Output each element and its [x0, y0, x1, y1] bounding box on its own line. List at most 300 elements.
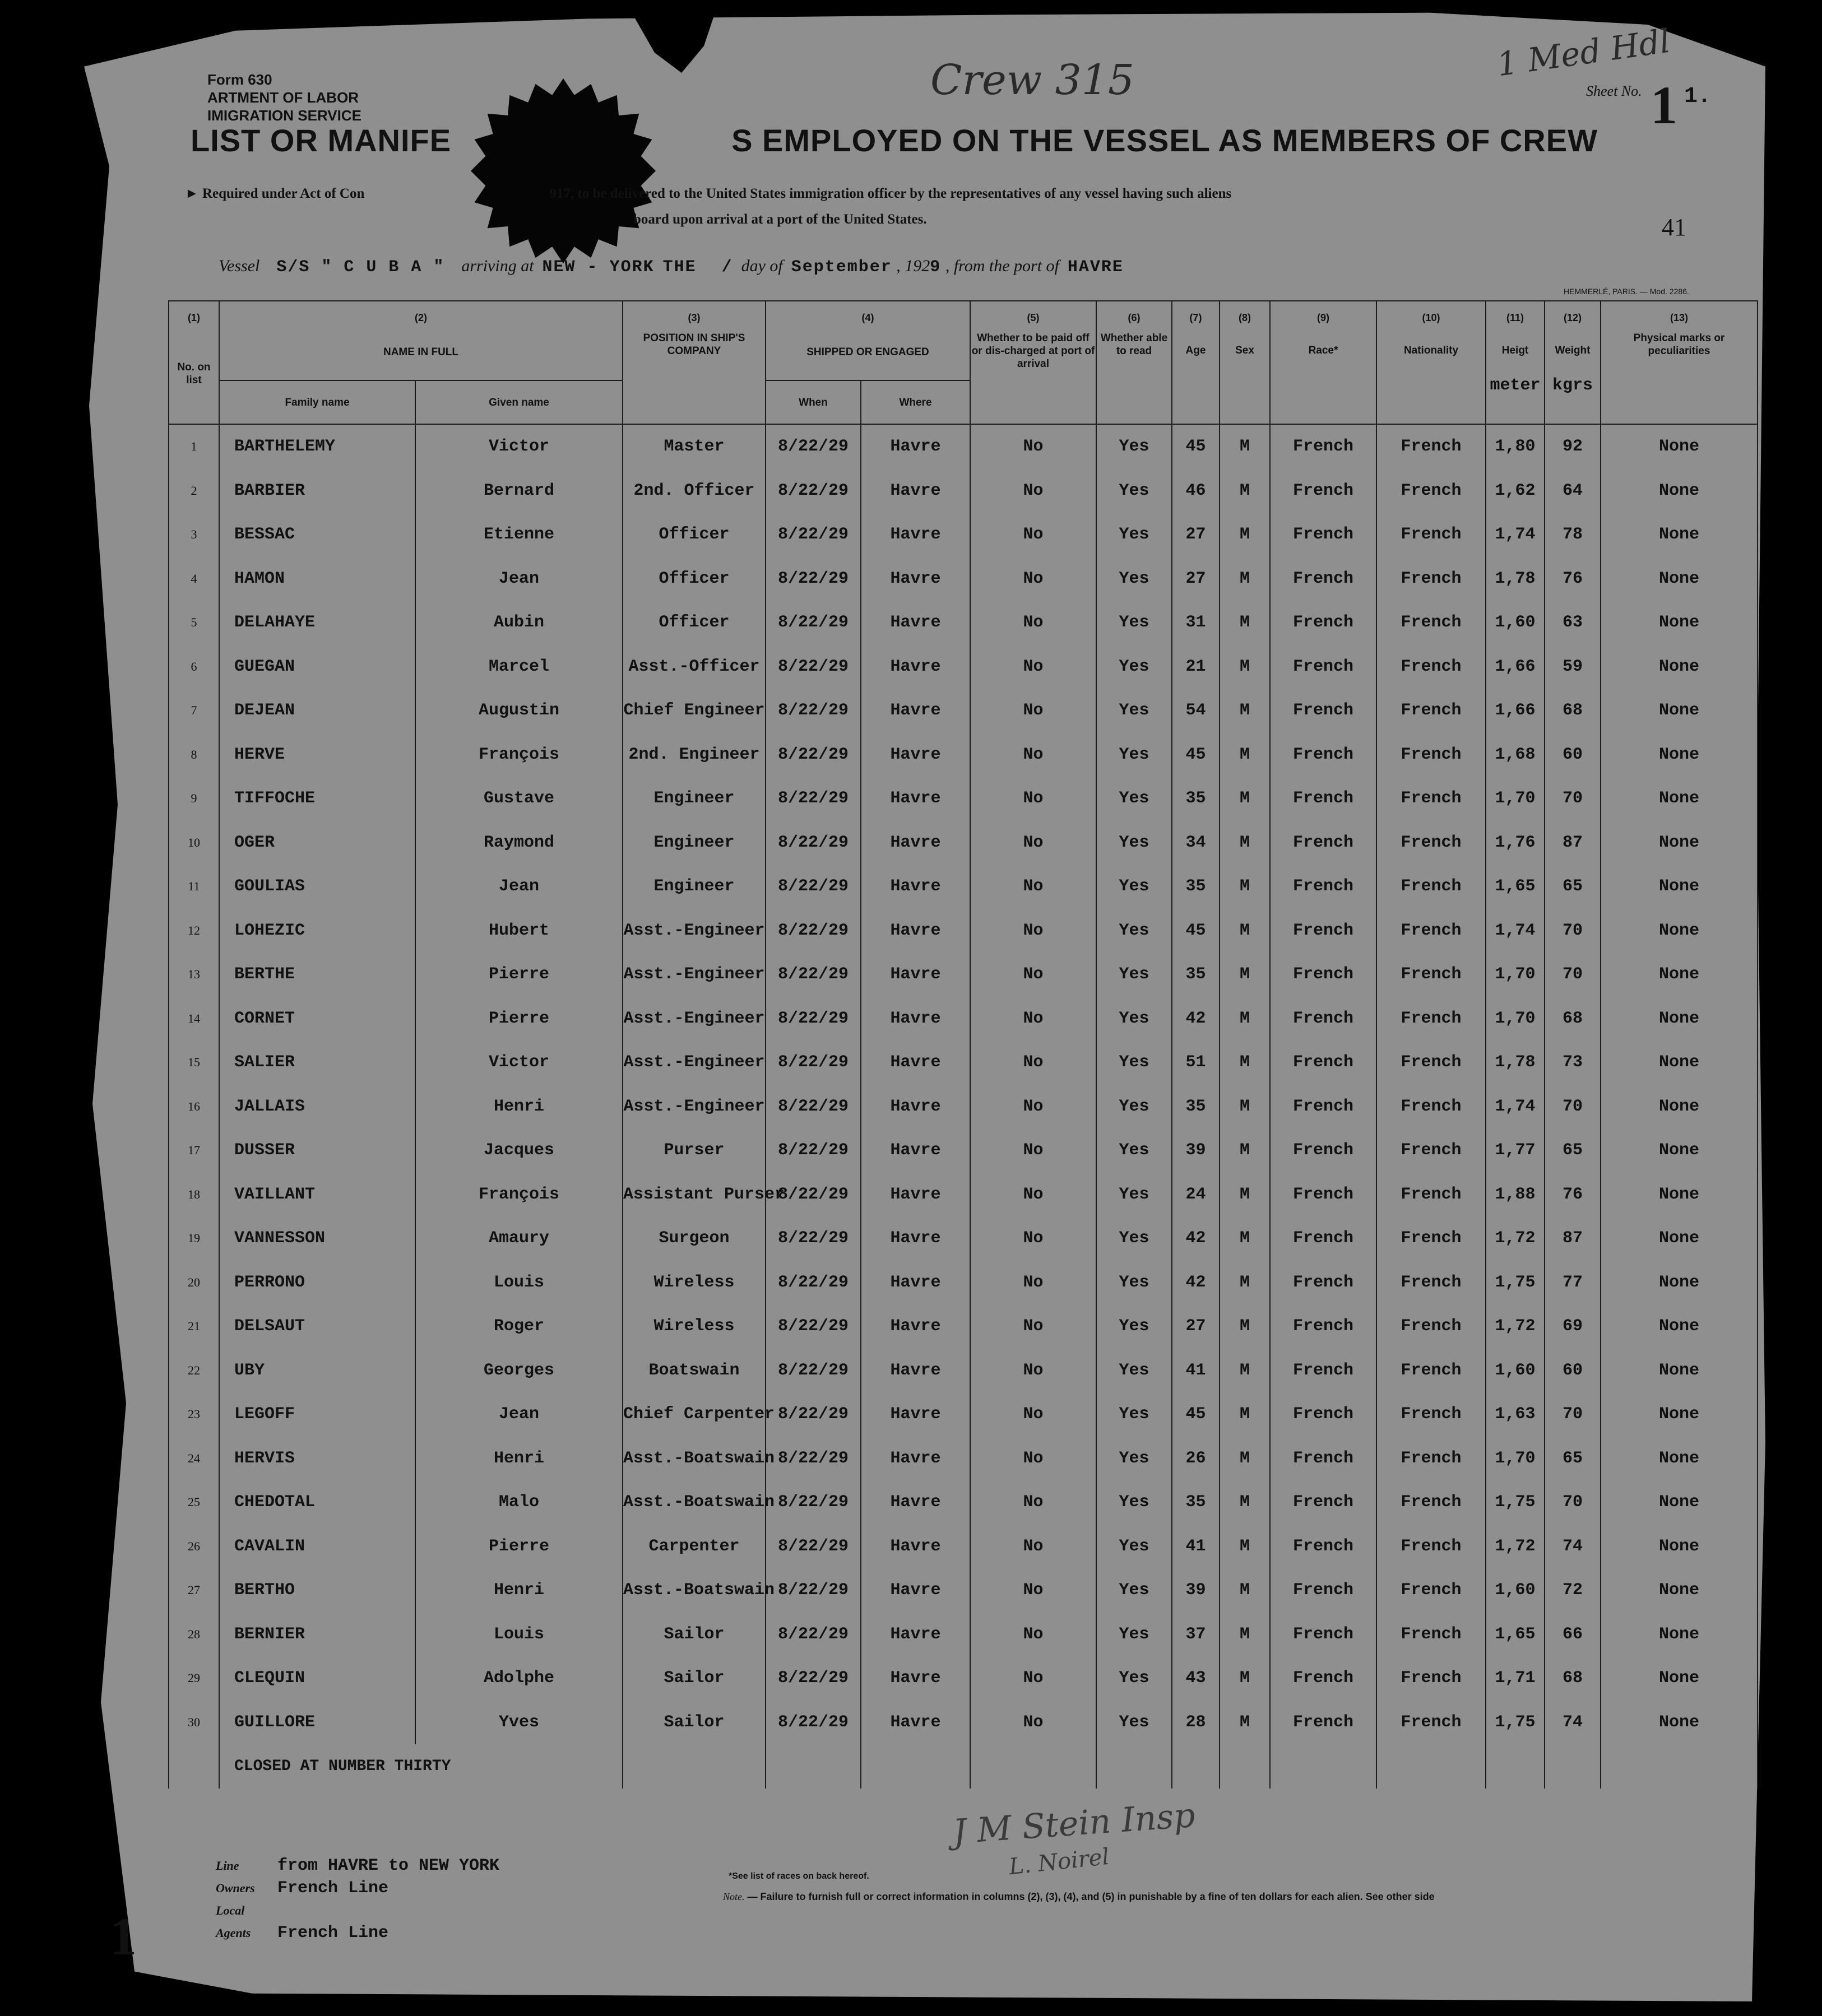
cell-when: 8/22/29 — [766, 1304, 861, 1349]
table-row — [169, 1216, 1758, 1261]
cell-nat: French — [1376, 865, 1486, 909]
cell-when: 8/22/29 — [766, 909, 861, 953]
table-row — [169, 733, 1758, 777]
cell-sex: M — [1220, 1568, 1270, 1613]
cell-position: Officer — [623, 513, 766, 557]
cell-weight: 65 — [1545, 1437, 1601, 1481]
cell-where: Havre — [861, 1437, 970, 1481]
cell-nat: French — [1376, 1128, 1486, 1173]
cell-paid: No — [970, 953, 1096, 997]
cell-given: Yves — [415, 1701, 623, 1745]
closed-row — [169, 1744, 1758, 1789]
title-right: S EMPLOYED ON THE VESSEL AS MEMBERS OF CREW — [731, 123, 1598, 158]
cell-race: French — [1270, 1701, 1376, 1745]
cell-when: 8/22/29 — [766, 424, 861, 469]
cell-height: 1,66 — [1486, 645, 1545, 689]
race-note: *See list of races on back hereof. — [729, 1871, 869, 1881]
cell-no: 8 — [169, 733, 219, 777]
header-when: When — [766, 380, 861, 424]
cell-sex: M — [1220, 689, 1270, 733]
cell-race: French — [1270, 1568, 1376, 1613]
cell-position: Wireless — [623, 1304, 766, 1349]
year-suffix: 9 — [930, 258, 942, 277]
cell-read: Yes — [1096, 997, 1172, 1041]
cell-height: 1,77 — [1486, 1128, 1545, 1173]
cell-weight: 74 — [1545, 1701, 1601, 1745]
cell-read: Yes — [1096, 601, 1172, 645]
cell-no: 23 — [169, 1392, 219, 1437]
cell-no: 10 — [169, 821, 219, 865]
cell-family: BARTHELEMY — [219, 424, 415, 469]
cell-height: 1,66 — [1486, 689, 1545, 733]
cell-where: Havre — [861, 1568, 970, 1613]
header-height — [1486, 324, 1545, 424]
cell-paid: No — [970, 1480, 1096, 1525]
cell-position: Asst.-Boatswain — [623, 1568, 766, 1613]
cell-nat: French — [1376, 513, 1486, 557]
cell-sex: M — [1220, 1261, 1270, 1305]
cell-weight: 65 — [1545, 1128, 1601, 1173]
header-shipped: SHIPPED OR ENGAGED — [766, 324, 970, 380]
cell-paid: No — [970, 909, 1096, 953]
cell-read: Yes — [1096, 1480, 1172, 1525]
cell-race: French — [1270, 1349, 1376, 1393]
cell-given: Malo — [415, 1480, 623, 1525]
cell-weight: 70 — [1545, 953, 1601, 997]
colnum-12: (12) — [1545, 301, 1601, 324]
cell-age: 35 — [1172, 1480, 1220, 1525]
cell-position: Carpenter — [623, 1525, 766, 1569]
cell-family: DUSSER — [219, 1128, 415, 1173]
cell-when: 8/22/29 — [766, 1261, 861, 1305]
cell-position: Asst.-Officer — [623, 645, 766, 689]
cell-marks: None — [1601, 557, 1758, 601]
cell-family: DELAHAYE — [219, 601, 415, 645]
empty-cell — [766, 1744, 861, 1789]
cell-given: Henri — [415, 1085, 623, 1129]
cell-weight: 70 — [1545, 1392, 1601, 1437]
cell-marks: None — [1601, 469, 1758, 513]
cell-weight: 64 — [1545, 469, 1601, 513]
cell-paid: No — [970, 1349, 1096, 1393]
header-row-1 — [169, 324, 1758, 380]
cell-sex: M — [1220, 601, 1270, 645]
cell-where: Havre — [861, 513, 970, 557]
form-header — [207, 71, 361, 124]
cell-when: 8/22/29 — [766, 997, 861, 1041]
cell-no: 18 — [169, 1173, 219, 1217]
cell-family: DELSAUT — [219, 1304, 415, 1349]
cell-family: HAMON — [219, 557, 415, 601]
cell-marks: None — [1601, 909, 1758, 953]
cell-race: French — [1270, 821, 1376, 865]
cell-read: Yes — [1096, 1349, 1172, 1393]
table-row — [169, 1568, 1758, 1613]
colnum-11: (11) — [1486, 301, 1545, 324]
month-value: September — [791, 258, 892, 277]
cell-age: 35 — [1172, 777, 1220, 821]
cell-read: Yes — [1096, 1525, 1172, 1569]
cell-age: 51 — [1172, 1040, 1220, 1085]
cell-family: LOHEZIC — [219, 909, 415, 953]
cell-no: 22 — [169, 1349, 219, 1393]
header-where: Where — [861, 380, 970, 424]
cell-height: 1,75 — [1486, 1701, 1545, 1745]
cell-weight: 66 — [1545, 1613, 1601, 1657]
cell-sex: M — [1220, 1525, 1270, 1569]
cell-where: Havre — [861, 1128, 970, 1173]
page-number: 41 — [1662, 213, 1686, 241]
cell-no: 4 — [169, 557, 219, 601]
cell-age: 43 — [1172, 1656, 1220, 1701]
cell-height: 1,72 — [1486, 1304, 1545, 1349]
cell-family: CORNET — [219, 997, 415, 1041]
cell-marks: None — [1601, 777, 1758, 821]
empty-cell — [1172, 1744, 1220, 1789]
cell-age: 27 — [1172, 557, 1220, 601]
cell-height: 1,65 — [1486, 865, 1545, 909]
cell-no: 27 — [169, 1568, 219, 1613]
cell-marks: None — [1601, 997, 1758, 1041]
cell-read: Yes — [1096, 1392, 1172, 1437]
cell-height: 1,74 — [1486, 513, 1545, 557]
cell-paid: No — [970, 777, 1096, 821]
cell-nat: French — [1376, 689, 1486, 733]
cell-read: Yes — [1096, 1216, 1172, 1261]
cell-age: 21 — [1172, 645, 1220, 689]
cell-marks: None — [1601, 645, 1758, 689]
header-able-read: Whether able to read — [1096, 324, 1172, 424]
cell-race: French — [1270, 557, 1376, 601]
cell-when: 8/22/29 — [766, 1656, 861, 1701]
cell-position: Asst.-Engineer — [623, 1040, 766, 1085]
cell-paid: No — [970, 1656, 1096, 1701]
cell-age: 31 — [1172, 601, 1220, 645]
cell-when: 8/22/29 — [766, 557, 861, 601]
cell-marks: None — [1601, 1085, 1758, 1129]
cell-given: Henri — [415, 1568, 623, 1613]
cell-age: 46 — [1172, 469, 1220, 513]
cell-age: 27 — [1172, 513, 1220, 557]
cell-nat: French — [1376, 469, 1486, 513]
cell-given: Pierre — [415, 1525, 623, 1569]
cell-weight: 63 — [1545, 601, 1601, 645]
cell-marks: None — [1601, 1437, 1758, 1481]
table-row — [169, 1173, 1758, 1217]
table-row — [169, 1701, 1758, 1745]
cell-when: 8/22/29 — [766, 1128, 861, 1173]
cell-read: Yes — [1096, 733, 1172, 777]
cell-sex: M — [1220, 1701, 1270, 1745]
table-row — [169, 1128, 1758, 1173]
cell-no: 26 — [169, 1525, 219, 1569]
table-row — [169, 865, 1758, 909]
cell-nat: French — [1376, 777, 1486, 821]
cell-weight: 70 — [1545, 1480, 1601, 1525]
cell-no: 3 — [169, 513, 219, 557]
cell-no: 30 — [169, 1701, 219, 1745]
cell-read: Yes — [1096, 1613, 1172, 1657]
cell-when: 8/22/29 — [766, 1040, 861, 1085]
cell-weight: 77 — [1545, 1261, 1601, 1305]
cell-position: Wireless — [623, 1261, 766, 1305]
cell-sex: M — [1220, 1613, 1270, 1657]
cell-when: 8/22/29 — [766, 821, 861, 865]
cell-height: 1,80 — [1486, 424, 1545, 469]
cell-where: Havre — [861, 1085, 970, 1129]
cell-height: 1,70 — [1486, 953, 1545, 997]
cell-given: Victor — [415, 1040, 623, 1085]
cell-age: 42 — [1172, 1261, 1220, 1305]
cell-height: 1,60 — [1486, 601, 1545, 645]
empty-cell — [1096, 1744, 1172, 1789]
sheet-number-typed: 1. — [1684, 84, 1712, 109]
table-row — [169, 424, 1758, 469]
cell-read: Yes — [1096, 424, 1172, 469]
table-row — [169, 953, 1758, 997]
cell-race: French — [1270, 1261, 1376, 1305]
cell-age: 41 — [1172, 1349, 1220, 1393]
table-row — [169, 909, 1758, 953]
cell-no: 5 — [169, 601, 219, 645]
cell-weight: 65 — [1545, 865, 1601, 909]
cell-family: GUEGAN — [219, 645, 415, 689]
sheet-number-stamp: 1 — [1651, 75, 1677, 135]
cell-paid: No — [970, 1040, 1096, 1085]
cell-sex: M — [1220, 1085, 1270, 1129]
cell-paid: No — [970, 865, 1096, 909]
cell-height: 1,74 — [1486, 909, 1545, 953]
cell-when: 8/22/29 — [766, 1392, 861, 1437]
cell-sex: M — [1220, 777, 1270, 821]
cell-height: 1,72 — [1486, 1525, 1545, 1569]
cell-given: Jean — [415, 1392, 623, 1437]
cell-read: Yes — [1096, 953, 1172, 997]
cell-height: 1,75 — [1486, 1261, 1545, 1305]
column-number-row — [169, 301, 1758, 324]
cell-age: 35 — [1172, 953, 1220, 997]
header-sex: Sex — [1220, 324, 1270, 424]
cell-sex: M — [1220, 865, 1270, 909]
cell-where: Havre — [861, 469, 970, 513]
cell-read: Yes — [1096, 513, 1172, 557]
cell-paid: No — [970, 689, 1096, 733]
cell-sex: M — [1220, 733, 1270, 777]
cell-nat: French — [1376, 1040, 1486, 1085]
cell-nat: French — [1376, 645, 1486, 689]
colnum-8: (8) — [1220, 301, 1270, 324]
cell-given: Victor — [415, 424, 623, 469]
cell-position: Purser — [623, 1128, 766, 1173]
cell-nat: French — [1376, 1173, 1486, 1217]
cell-sex: M — [1220, 1040, 1270, 1085]
table-row — [169, 1437, 1758, 1481]
cell-race: French — [1270, 513, 1376, 557]
cell-weight: 70 — [1545, 777, 1601, 821]
cell-nat: French — [1376, 1216, 1486, 1261]
cell-paid: No — [970, 1261, 1096, 1305]
table-row — [169, 645, 1758, 689]
subtitle-line2: board upon arrival at a port of the United States. — [633, 212, 927, 227]
cell-when: 8/22/29 — [766, 469, 861, 513]
vessel-name: S/S " C U B A " — [276, 258, 445, 277]
cell-where: Havre — [861, 1173, 970, 1217]
cell-nat: French — [1376, 1525, 1486, 1569]
cell-no: 21 — [169, 1304, 219, 1349]
table-row — [169, 689, 1758, 733]
cell-paid: No — [970, 1613, 1096, 1657]
cell-marks: None — [1601, 1525, 1758, 1569]
cell-family: GOULIAS — [219, 865, 415, 909]
cell-marks: None — [1601, 1568, 1758, 1613]
owners-label: Owners — [216, 1881, 255, 1895]
cell-sex: M — [1220, 1349, 1270, 1393]
cell-nat: French — [1376, 1349, 1486, 1393]
owners-value: French Line — [277, 1879, 389, 1898]
cell-position: Sailor — [623, 1613, 766, 1657]
cell-age: 27 — [1172, 1304, 1220, 1349]
cell-height: 1,75 — [1486, 1480, 1545, 1525]
cell-marks: None — [1601, 1040, 1758, 1085]
cell-where: Havre — [861, 777, 970, 821]
cell-no: 19 — [169, 1216, 219, 1261]
cell-read: Yes — [1096, 821, 1172, 865]
cell-given: Jean — [415, 865, 623, 909]
cell-weight: 76 — [1545, 1173, 1601, 1217]
cell-paid: No — [970, 1085, 1096, 1129]
cell-weight: 87 — [1545, 821, 1601, 865]
cell-where: Havre — [861, 1040, 970, 1085]
cell-position: Officer — [623, 601, 766, 645]
cell-when: 8/22/29 — [766, 777, 861, 821]
cell-sex: M — [1220, 645, 1270, 689]
cell-age: 35 — [1172, 865, 1220, 909]
cell-nat: French — [1376, 1392, 1486, 1437]
cell-weight: 69 — [1545, 1304, 1601, 1349]
cell-race: French — [1270, 469, 1376, 513]
title-left: LIST OR MANIFE — [191, 123, 452, 158]
cell-height: 1,60 — [1486, 1349, 1545, 1393]
cell-family: TIFFOCHE — [219, 777, 415, 821]
cell-weight: 60 — [1545, 1349, 1601, 1393]
cell-family: VANNESSON — [219, 1216, 415, 1261]
cell-no: 24 — [169, 1437, 219, 1481]
penalty-note — [723, 1891, 1435, 1903]
note-label: Note. — [723, 1891, 745, 1902]
cell-marks: None — [1601, 1173, 1758, 1217]
colnum-7: (7) — [1172, 301, 1220, 324]
cell-marks: None — [1601, 424, 1758, 469]
cell-nat: French — [1376, 1613, 1486, 1657]
colnum-10: (10) — [1376, 301, 1486, 324]
cell-paid: No — [970, 997, 1096, 1041]
cell-paid: No — [970, 1701, 1096, 1745]
cell-when: 8/22/29 — [766, 1701, 861, 1745]
cell-where: Havre — [861, 1349, 970, 1393]
cell-height: 1,78 — [1486, 1040, 1545, 1085]
colnum-3: (3) — [623, 301, 766, 324]
empty-cell — [623, 1744, 766, 1789]
cell-age: 28 — [1172, 1701, 1220, 1745]
cell-sex: M — [1220, 1480, 1270, 1525]
arrival-port: NEW - YORK — [542, 258, 655, 277]
cell-given: Etienne — [415, 513, 623, 557]
cell-race: French — [1270, 1128, 1376, 1173]
from-label: , from the port of — [945, 257, 1059, 275]
cell-where: Havre — [861, 1525, 970, 1569]
cell-when: 8/22/29 — [766, 1613, 861, 1657]
cell-where: Havre — [861, 1656, 970, 1701]
colnum-1: (1) — [169, 301, 219, 324]
cell-weight: 68 — [1545, 997, 1601, 1041]
cell-race: French — [1270, 1392, 1376, 1437]
cell-no: 14 — [169, 997, 219, 1041]
cell-height: 1,70 — [1486, 1437, 1545, 1481]
cell-race: French — [1270, 1304, 1376, 1349]
cell-sex: M — [1220, 1216, 1270, 1261]
cell-paid: No — [970, 1392, 1096, 1437]
empty-cell — [1486, 1744, 1545, 1789]
cell-given: Aubin — [415, 601, 623, 645]
cell-age: 45 — [1172, 909, 1220, 953]
cell-height: 1,74 — [1486, 1085, 1545, 1129]
cell-age: 42 — [1172, 1216, 1220, 1261]
cell-where: Havre — [861, 689, 970, 733]
cell-family: OGER — [219, 821, 415, 865]
cell-where: Havre — [861, 557, 970, 601]
cell-paid: No — [970, 1304, 1096, 1349]
weight-label: Weight — [1555, 345, 1591, 356]
cell-paid: No — [970, 645, 1096, 689]
cell-given: Adolphe — [415, 1656, 623, 1701]
cell-family: SALIER — [219, 1040, 415, 1085]
cell-given: Jacques — [415, 1128, 623, 1173]
empty-cell — [1376, 1744, 1486, 1789]
cell-given: Bernard — [415, 469, 623, 513]
colnum-2: (2) — [219, 301, 623, 324]
cell-race: French — [1270, 601, 1376, 645]
cell-no: 2 — [169, 469, 219, 513]
cell-paid: No — [970, 1173, 1096, 1217]
cell-age: 45 — [1172, 424, 1220, 469]
cell-race: French — [1270, 997, 1376, 1041]
cell-weight: 68 — [1545, 1656, 1601, 1701]
cell-when: 8/22/29 — [766, 1437, 861, 1481]
cell-paid: No — [970, 1568, 1096, 1613]
cell-read: Yes — [1096, 1701, 1172, 1745]
cell-family: BESSAC — [219, 513, 415, 557]
cell-read: Yes — [1096, 1304, 1172, 1349]
cell-no: 6 — [169, 645, 219, 689]
cell-where: Havre — [861, 1304, 970, 1349]
cell-marks: None — [1601, 513, 1758, 557]
second-signature: L. Noirel — [1008, 1843, 1111, 1880]
cell-age: 37 — [1172, 1613, 1220, 1657]
cell-nat: French — [1376, 557, 1486, 601]
cell-age: 24 — [1172, 1173, 1220, 1217]
cell-where: Havre — [861, 865, 970, 909]
cell-sex: M — [1220, 1173, 1270, 1217]
cell-no: 29 — [169, 1656, 219, 1701]
cell-height: 1,70 — [1486, 777, 1545, 821]
cell-where: Havre — [861, 1216, 970, 1261]
cell-no — [169, 1744, 219, 1789]
cell-given: Pierre — [415, 997, 623, 1041]
cell-no: 20 — [169, 1261, 219, 1305]
cell-weight: 92 — [1545, 424, 1601, 469]
cell-marks: None — [1601, 1613, 1758, 1657]
vessel-label: Vessel — [219, 257, 260, 275]
